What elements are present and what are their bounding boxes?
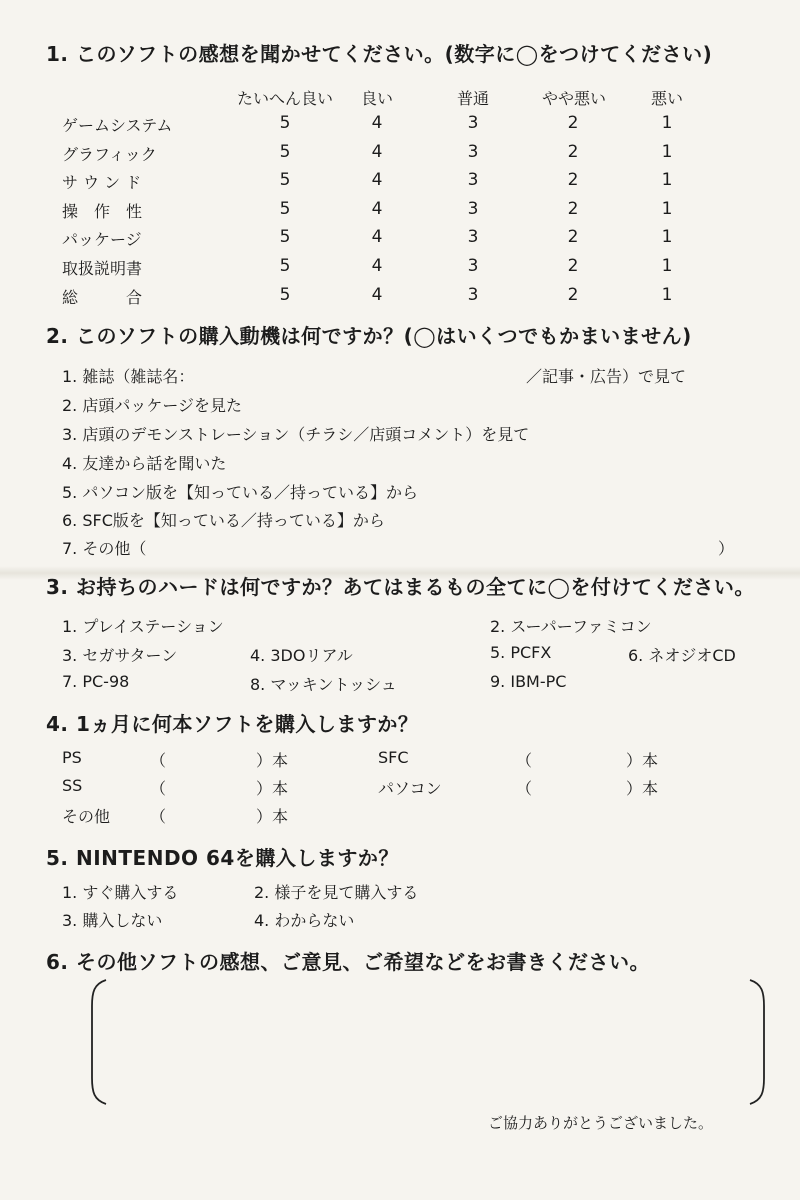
q1-rating-value[interactable]: 4 xyxy=(371,170,383,190)
q2-item-3: 3. 店頭のデモンストレーション（チラシ／店頭コメント）を見て xyxy=(62,425,530,444)
q4-label-ss: SS xyxy=(62,776,83,795)
q1-row-label: グラフィック xyxy=(62,145,157,164)
q1-col-4: 悪い xyxy=(650,89,683,108)
q4-title: 4. 1ヵ月に何本ソフトを購入しますか？ xyxy=(46,712,419,736)
q5-item-2: 2. 様子を見て購入する xyxy=(254,883,419,902)
q2-item-2: 2. 店頭パッケージを見た xyxy=(62,396,243,415)
q4-close-ss: ）本 xyxy=(256,779,289,798)
q1-col-2: 普通 xyxy=(456,89,489,108)
q4-close-other: ）本 xyxy=(256,807,289,826)
q1-rating-value[interactable]: 1 xyxy=(661,285,673,305)
q1-rating-value[interactable]: 2 xyxy=(567,256,579,276)
q1-rating-value[interactable]: 5 xyxy=(279,142,291,162)
q3-title: 3. お持ちのハードは何ですか？あてはまるもの全てに◯を付けてください。 xyxy=(46,575,755,599)
q2-item-1: 1. 雑誌（雑誌名： xyxy=(62,367,195,386)
q1-row-label: サ ウ ン ド xyxy=(62,173,142,192)
q2-item-5: 5. パソコン版を【知っている／持っている】から xyxy=(62,483,419,502)
q1-col-1: 良い xyxy=(360,89,393,108)
q1-rating-value[interactable]: 5 xyxy=(279,256,291,276)
q3-item-2: 2. スーパーファミコン xyxy=(490,617,652,636)
q4-label-sfc: SFC xyxy=(378,748,409,767)
q1-rating-value[interactable]: 3 xyxy=(467,256,479,276)
q1-rating-value[interactable]: 4 xyxy=(371,285,383,305)
closing-thanks: ご協力ありがとうございました。 xyxy=(488,1114,714,1132)
q1-rating-value[interactable]: 1 xyxy=(661,142,673,162)
q1-rating-value[interactable]: 5 xyxy=(279,113,291,133)
q3-item-5: 5. PCFX xyxy=(490,643,552,662)
q3-item-1: 1. プレイステーション xyxy=(62,617,224,636)
q5-item-1: 1. すぐ購入する xyxy=(62,883,179,902)
q1-rating-value[interactable]: 4 xyxy=(371,113,383,133)
q3-item-7: 7. PC-98 xyxy=(62,672,130,691)
q1-rating-value[interactable]: 5 xyxy=(279,199,291,219)
q1-row-label: 総 合 xyxy=(62,288,143,307)
q4-open-ss: （ xyxy=(150,779,167,798)
q1-rating-value[interactable]: 3 xyxy=(467,199,479,219)
q1-rating-value[interactable]: 3 xyxy=(467,142,479,162)
q3-item-9: 9. IBM-PC xyxy=(490,672,567,691)
q1-rating-value[interactable]: 2 xyxy=(567,199,579,219)
q1-rating-value[interactable]: 5 xyxy=(279,285,291,305)
q4-close-sfc: ）本 xyxy=(626,751,659,770)
q1-rating-value[interactable]: 1 xyxy=(661,256,673,276)
q1-rating-value[interactable]: 2 xyxy=(567,170,579,190)
q4-open-ps: （ xyxy=(150,751,167,770)
q3-item-3: 3. セガサターン xyxy=(62,646,178,665)
q2-item-4: 4. 友達から話を聞いた xyxy=(62,454,227,473)
q1-row-label: 取扱説明書 xyxy=(62,259,143,278)
q2-title: 2. このソフトの購入動機は何ですか？(◯はいくつでもかまいません) xyxy=(46,324,692,348)
q1-row-label: パッケージ xyxy=(62,230,142,249)
q1-rating-value[interactable]: 2 xyxy=(567,285,579,305)
q4-close-pc: ）本 xyxy=(626,779,659,798)
q1-col-3: やや悪い xyxy=(541,89,606,108)
q4-open-sfc: （ xyxy=(516,751,533,770)
q1-rating-value[interactable]: 1 xyxy=(661,227,673,247)
q1-rating-value[interactable]: 3 xyxy=(467,227,479,247)
q4-open-other: （ xyxy=(150,807,167,826)
q1-rating-value[interactable]: 3 xyxy=(467,113,479,133)
q1-rating-value[interactable]: 5 xyxy=(279,227,291,247)
q2-item-6: 6. SFC版を【知っている／持っている】から xyxy=(62,511,385,530)
q2-item-7-close: ） xyxy=(718,539,735,558)
q1-rating-value[interactable]: 1 xyxy=(661,113,673,133)
q1-rating-value[interactable]: 3 xyxy=(467,285,479,305)
q1-rating-value[interactable]: 4 xyxy=(371,199,383,219)
comment-bracket xyxy=(88,978,768,1106)
q3-item-8: 8. マッキントッシュ xyxy=(250,675,397,694)
q1-rating-value[interactable]: 4 xyxy=(371,256,383,276)
q1-rating-value[interactable]: 4 xyxy=(371,227,383,247)
q1-row-label: 操 作 性 xyxy=(62,202,143,221)
q3-item-6: 6. ネオジオCD xyxy=(628,646,736,665)
q2-item-1-suffix: ／記事・広告）で見て xyxy=(526,367,687,386)
q6-title: 6. その他ソフトの感想、ご意見、ご希望などをお書きください。 xyxy=(46,950,650,974)
q4-open-pc: （ xyxy=(516,779,533,798)
q1-rating-value[interactable]: 4 xyxy=(371,142,383,162)
q4-label-pc: パソコン xyxy=(378,779,442,798)
q5-item-4: 4. わからない xyxy=(254,911,355,930)
q1-rating-value[interactable]: 2 xyxy=(567,113,579,133)
q5-item-3: 3. 購入しない xyxy=(62,911,163,930)
q5-title: 5. NINTENDO 64を購入しますか？ xyxy=(46,846,399,870)
q2-item-7: 7. その他（ xyxy=(62,539,147,558)
q4-close-ps: ）本 xyxy=(256,751,289,770)
q1-row-label: ゲームシステム xyxy=(62,116,173,135)
q1-rating-value[interactable]: 1 xyxy=(661,170,673,190)
q1-col-0: たいへん良い xyxy=(236,89,333,108)
q4-label-ps: PS xyxy=(62,748,82,767)
q4-label-other: その他 xyxy=(62,807,111,826)
q1-rating-value[interactable]: 3 xyxy=(467,170,479,190)
q1-rating-value[interactable]: 2 xyxy=(567,227,579,247)
q1-rating-value[interactable]: 5 xyxy=(279,170,291,190)
q1-title: 1. このソフトの感想を聞かせてください。(数字に◯をつけてください) xyxy=(46,42,713,66)
q1-rating-value[interactable]: 1 xyxy=(661,199,673,219)
q1-rating-value[interactable]: 2 xyxy=(567,142,579,162)
q3-item-4: 4. 3DOリアル xyxy=(250,646,353,665)
